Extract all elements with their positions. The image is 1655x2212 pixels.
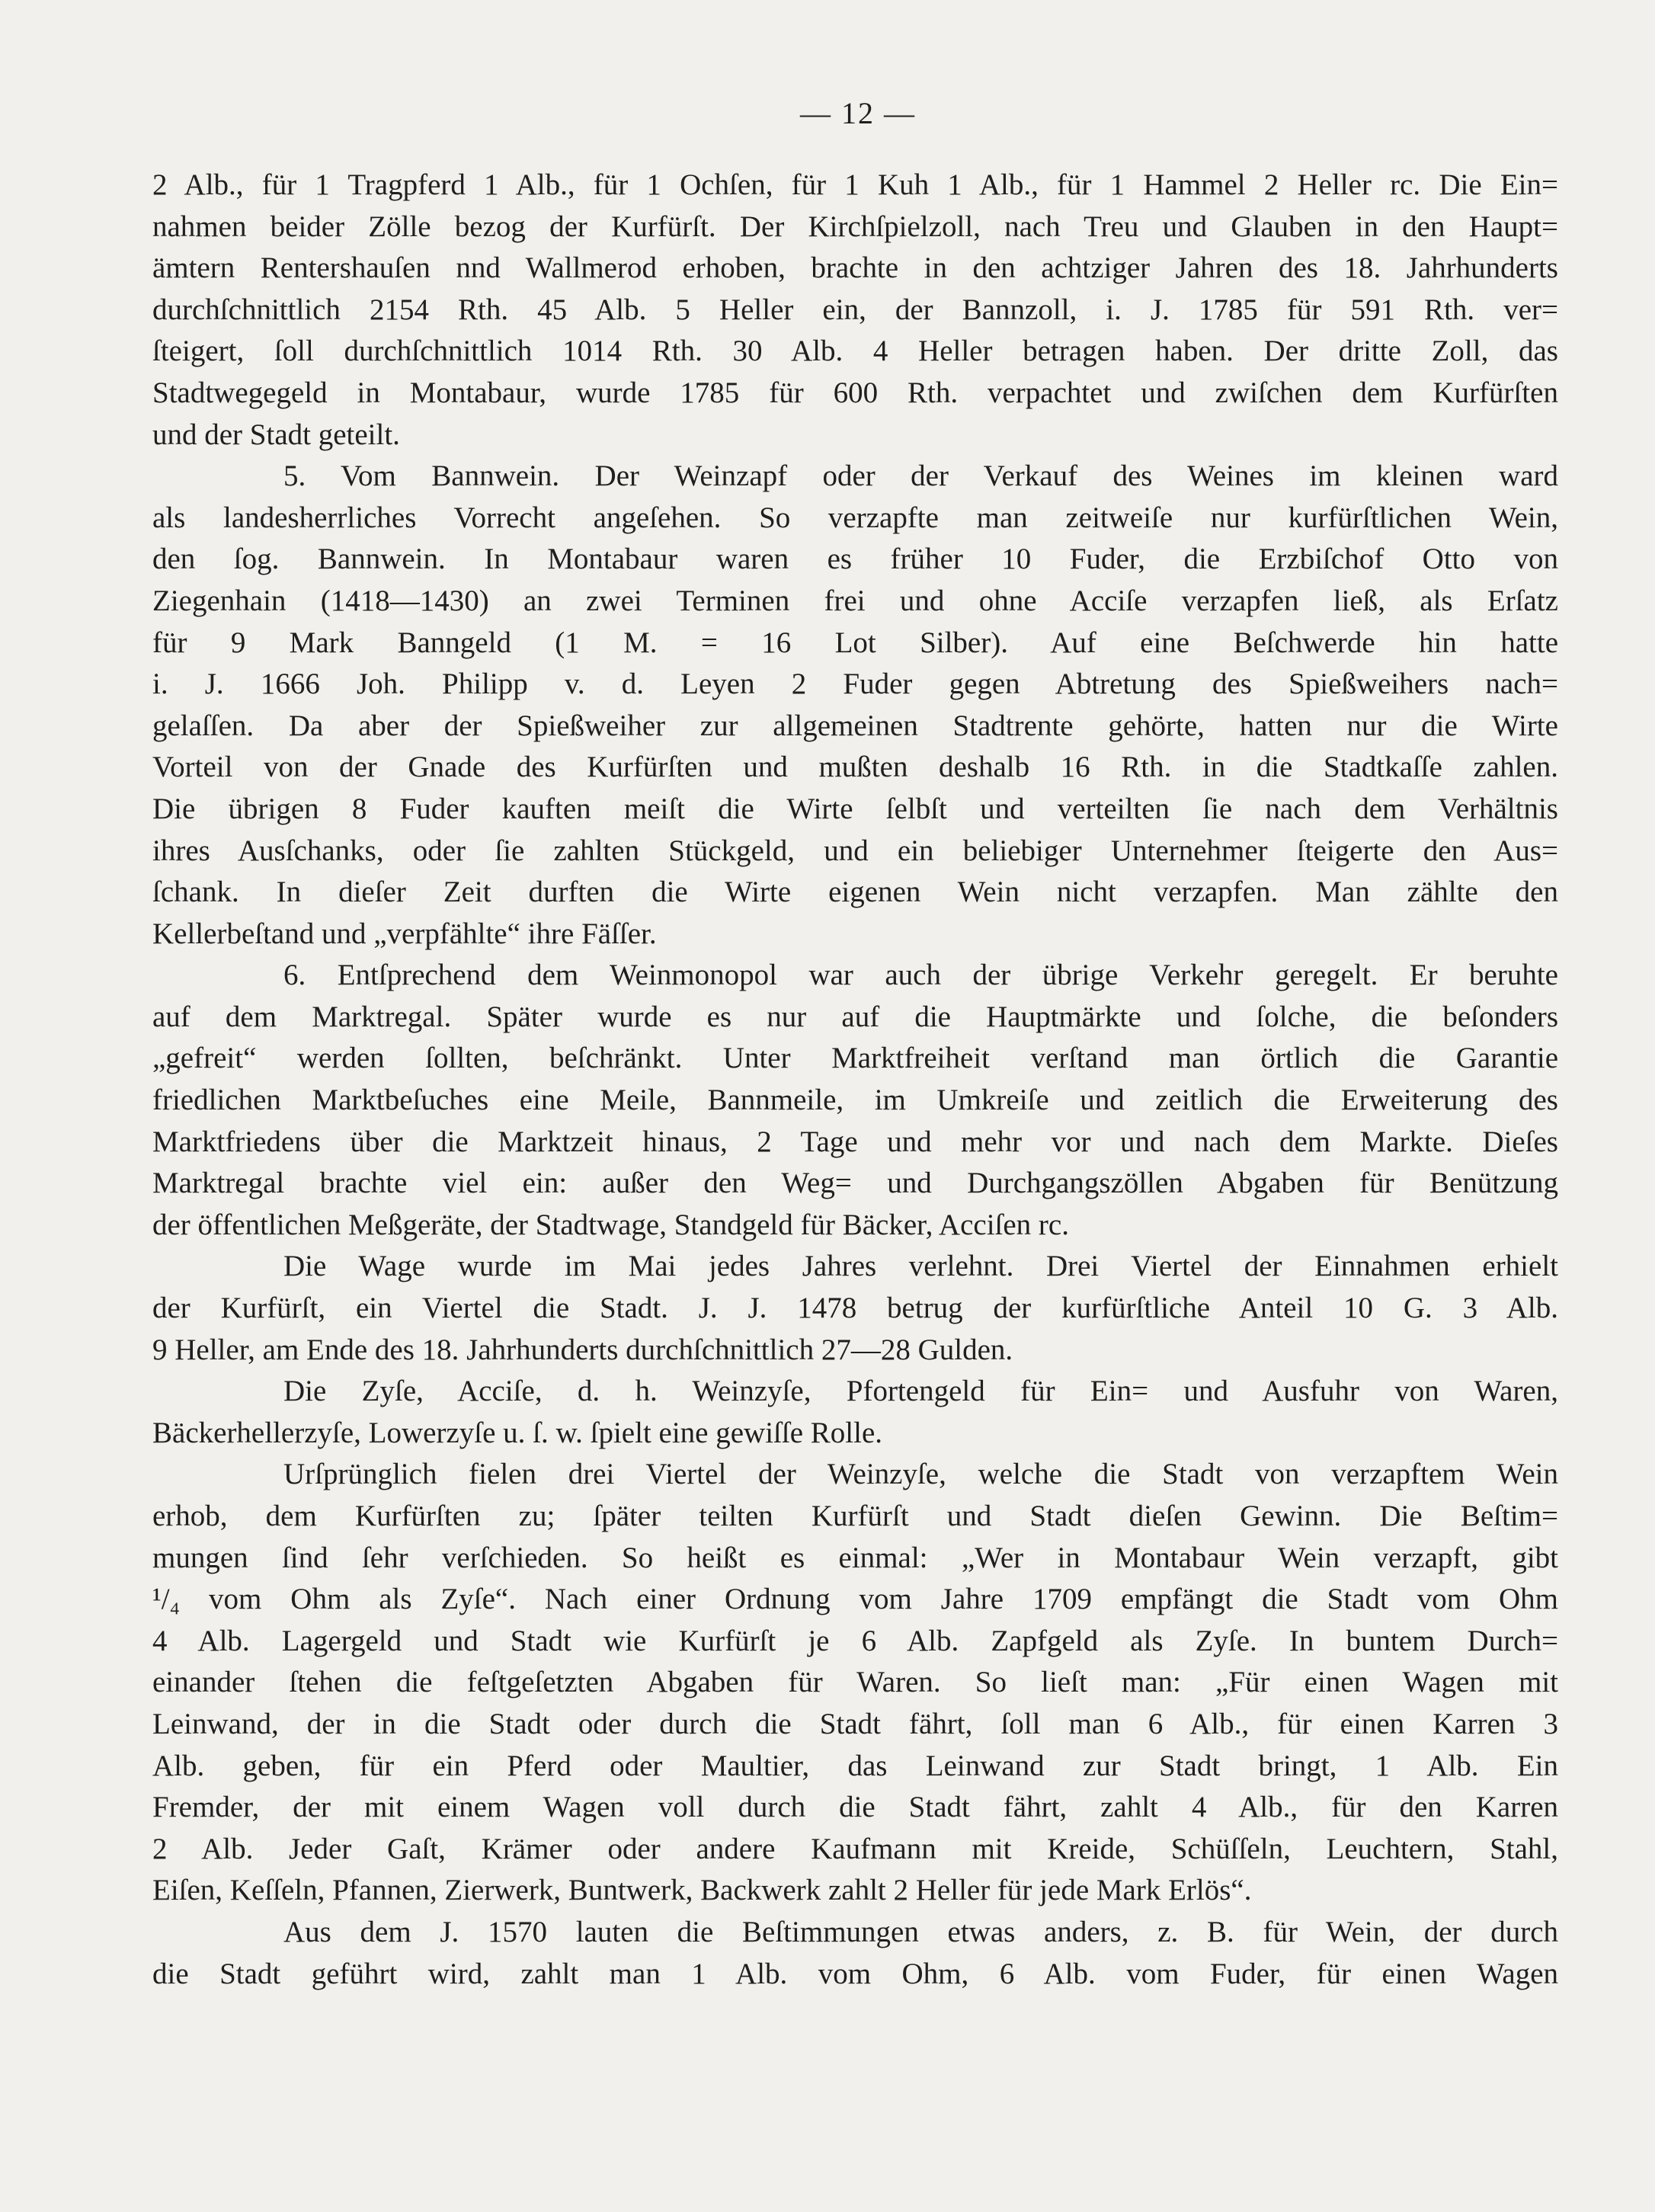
paragraph-1570 bbox=[152, 1912, 1558, 1995]
text-line: Marktfriedens über die Marktzeit hinaus, 2 Tage und mehr vor und nach dem Markte. Dieſes bbox=[152, 1125, 1558, 1158]
text-line: der öffentlichen Meßgeräte, der Stadtwage, Standgeld für Bäcker, Acciſen rc. bbox=[152, 1208, 1069, 1241]
text-line: Eiſen, Keſſeln, Pfannen, Zierwerk, Buntwerk, Backwerk zahlt 2 Heller für jede Mark Erlös“. bbox=[152, 1874, 1252, 1907]
paragraph-zyse bbox=[152, 1371, 1558, 1454]
text-line: durchſchnittlich 2154 Rth. 45 Alb. 5 Heller ein, der Bannzoll, i. J. 1785 für 591 Rth. ver= bbox=[152, 293, 1558, 326]
text-line: Stadtwegegeld in Montabaur, wurde 1785 für 600 Rth. verpachtet und zwiſchen dem Kurfürſten bbox=[152, 376, 1558, 409]
text-line: mungen ſind ſehr verſchieden. So heißt es einmal: „Wer in Montabaur Wein verzapft, gibt bbox=[152, 1541, 1558, 1574]
text-line: Ziegenhain (1418—1430) an zwei Terminen frei und ohne Acciſe verzapfen ließ, als Erſatz bbox=[152, 584, 1558, 617]
text-line: ämtern Rentershauſen nnd Wallmerod erhoben, brachte in den achtziger Jahren des 18. Jahrhunderts bbox=[152, 251, 1558, 285]
text-line: nahmen beider Zölle bezog der Kurfürſt. Der Kirchſpielzoll, nach Treu und Glauben in den Haupt= bbox=[152, 210, 1558, 243]
text-line: i. J. 1666 Joh. Philipp v. d. Leyen 2 Fuder gegen Abtretung des Spießweihers nach= bbox=[152, 667, 1558, 701]
text-line: einander ſtehen die feſtgeſetzten Abgaben für Waren. So lieſt man: „Für einen Wagen mit bbox=[152, 1666, 1558, 1699]
text-line: für 9 Mark Banngeld (1 M. = 16 Lot Silber). Auf eine Beſchwerde hin hatte bbox=[152, 626, 1558, 659]
text-line: ſteigert, ſoll durchſchnittlich 1014 Rth. 30 Alb. 4 Heller betragen haben. Der dritte Zoll, das bbox=[152, 335, 1558, 368]
text-line: Kellerbeſtand und „verpfählte“ ihre Fäſſer. bbox=[152, 917, 657, 950]
text-line: ihres Ausſchanks, oder ſie zahlten Stückgeld, und ein beliebiger Unternehmer ſteigerte den Aus= bbox=[152, 834, 1558, 867]
paragraph-weinzyse bbox=[152, 1454, 1558, 1912]
text-line: ¹/₄ vom Ohm als Zyſe“. Nach einer Ordnung vom Jahre 1709 empfängt die Stadt vom Ohm bbox=[152, 1583, 1558, 1616]
text-line: als landesherrliches Vorrecht angeſehen. So verzapfte man zeitweiſe nur kurfürſtlichen Wein, bbox=[152, 501, 1558, 534]
text-line: den ſog. Bannwein. In Montabaur waren es früher 10 Fuder, die Erzbiſchof Otto von bbox=[152, 543, 1558, 576]
text-line: und der Stadt geteilt. bbox=[152, 418, 400, 451]
paragraph-marktregal bbox=[152, 955, 1558, 1246]
text-line: Leinwand, der in die Stadt oder durch die Stadt fährt, ſoll man 6 Alb., für einen Karren 3 bbox=[152, 1707, 1558, 1740]
text-line: Aus dem J. 1570 lauten die Beſtimmungen etwas anders, z. B. für Wein, der durch bbox=[283, 1915, 1558, 1948]
body-text bbox=[152, 165, 1558, 1995]
page-number: — 12 — bbox=[800, 96, 916, 130]
paragraph-tolls bbox=[152, 165, 1558, 456]
text-line: der Kurfürſt, ein Viertel die Stadt. J. J. 1478 betrug der kurfürſtliche Anteil 10 G. 3 Alb. bbox=[152, 1292, 1558, 1325]
text-line: gelaſſen. Da aber der Spießweiher zur allgemeinen Stadtrente gehörte, hatten nur die Wirte bbox=[152, 709, 1558, 742]
text-line: Alb. geben, für ein Pferd oder Maultier, das Leinwand zur Stadt bringt, 1 Alb. Ein bbox=[152, 1749, 1558, 1782]
text-line: die Stadt geführt wird, zahlt man 1 Alb. vom Ohm, 6 Alb. vom Fuder, für einen Wagen bbox=[152, 1957, 1558, 1990]
text-line: Vorteil von der Gnade des Kurfürſten und mußten deshalb 16 Rth. in die Stadtkaſſe zahlen. bbox=[152, 751, 1558, 784]
text-line: Bäckerhellerzyſe, Lowerzyſe u. ſ. w. ſpielt eine gewiſſe Rolle. bbox=[152, 1416, 883, 1449]
text-line: „gefreit“ werden ſollten, beſchränkt. Unter Marktfreiheit verſtand man örtlich die Garantie bbox=[152, 1042, 1558, 1075]
text-line: 6. Entſprechend dem Weinmonopol war auch der übrige Verkehr geregelt. Er beruhte bbox=[283, 959, 1558, 992]
text-line: Die Wage wurde im Mai jedes Jahres verlehnt. Drei Viertel der Einnahmen erhielt bbox=[283, 1250, 1558, 1283]
text-line: 5. Vom Bannwein. Der Weinzapf oder der Verkauf des Weines im kleinen ward bbox=[283, 459, 1558, 493]
paragraph-wage bbox=[152, 1246, 1558, 1371]
text-line: Die Zyſe, Acciſe, d. h. Weinzyſe, Pfortengeld für Ein= und Ausfuhr von Waren, bbox=[283, 1375, 1558, 1408]
text-line: auf dem Marktregal. Später wurde es nur auf die Hauptmärkte und ſolche, die beſonders bbox=[152, 1000, 1558, 1033]
text-line: erhob, dem Kurfürſten zu; ſpäter teilten Kurfürſt und Stadt dieſen Gewinn. Die Beſtim= bbox=[152, 1500, 1558, 1532]
text-line: Urſprünglich fielen drei Viertel der Weinzyſe, welche die Stadt von verzapftem Wein bbox=[283, 1458, 1558, 1491]
text-line: 2 Alb. Jeder Gaſt, Krämer oder andere Kaufmann mit Kreide, Schüſſeln, Leuchtern, Stahl, bbox=[152, 1832, 1558, 1865]
text-line: Die übrigen 8 Fuder kauften meiſt die Wirte ſelbſt und verteilten ſie nach dem Verhältnis bbox=[152, 792, 1558, 825]
text-line: Fremder, der mit einem Wagen voll durch die Stadt fährt, zahlt 4 Alb., für den Karren bbox=[152, 1791, 1558, 1824]
text-line: friedlichen Marktbeſuches eine Meile, Bannmeile, im Umkreiſe und zeitlich die Erweiterung des bbox=[152, 1084, 1558, 1117]
text-line: Marktregal brachte viel ein: außer den Weg= und Durchgangszöllen Abgaben für Benützung bbox=[152, 1167, 1558, 1200]
text-line: ſchank. In dieſer Zeit durften die Wirte eigenen Wein nicht verzapfen. Man zählte den bbox=[152, 876, 1558, 909]
text-line: 2 Alb., für 1 Tragpferd 1 Alb., für 1 Ochſen, für 1 Kuh 1 Alb., für 1 Hammel 2 Heller rc. Die Ein= bbox=[152, 168, 1558, 201]
paragraph-bannwein bbox=[152, 456, 1558, 955]
text-line: 9 Heller, am Ende des 18. Jahrhunderts durchſchnittlich 27—28 Gulden. bbox=[152, 1333, 1013, 1366]
text-line: 4 Alb. Lagergeld und Stadt wie Kurfürſt je 6 Alb. Zapfgeld als Zyſe. In buntem Durch= bbox=[152, 1624, 1558, 1657]
